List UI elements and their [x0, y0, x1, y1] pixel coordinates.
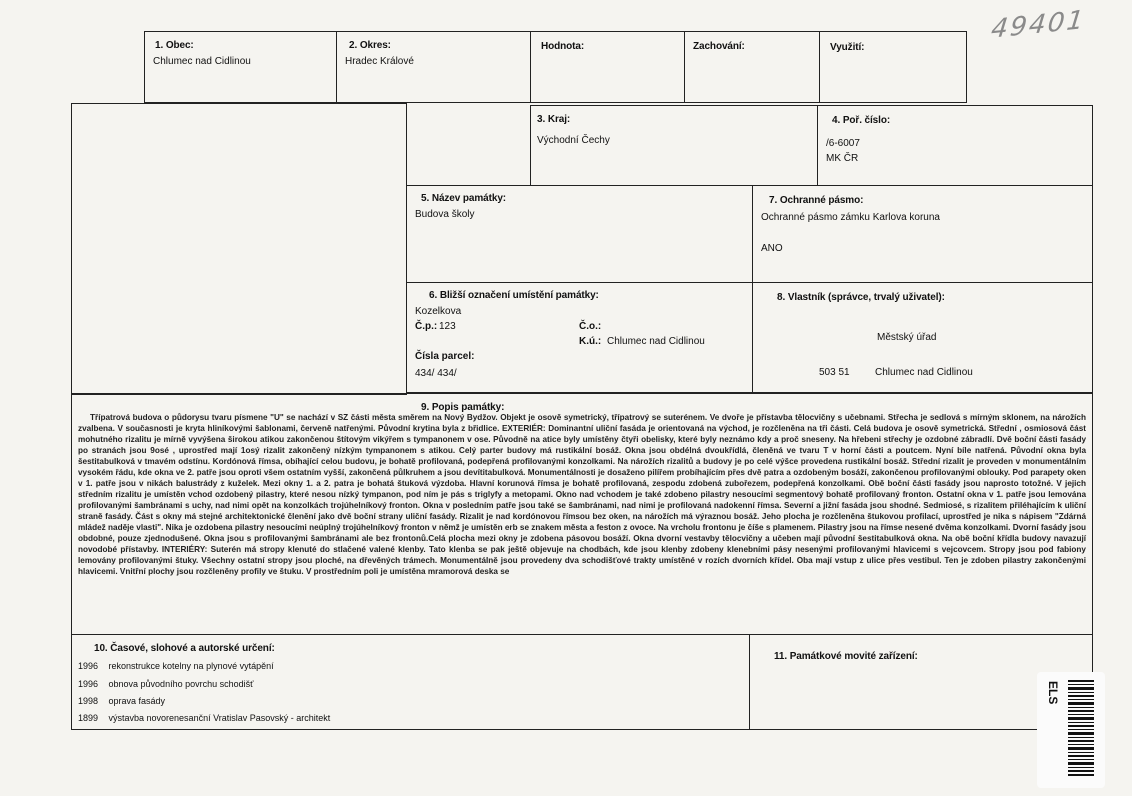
zachovani-cell — [684, 31, 820, 103]
parcel-value: 434/ 434/ — [415, 368, 457, 379]
obec-value: Chlumec nad Cidlinou — [153, 56, 251, 67]
kraj-cell — [530, 105, 818, 186]
kraj-label: 3. Kraj: — [537, 114, 571, 125]
history-row — [78, 713, 330, 723]
umisteni-label: 6. Bližší označení umístění památky: — [429, 290, 599, 301]
obec-label: 1. Obec: — [155, 40, 194, 51]
history-row — [78, 696, 165, 706]
history-row — [78, 661, 274, 671]
nazev-label: 5. Název památky: — [421, 193, 507, 204]
umisteni-street: Kozelkova — [415, 306, 462, 317]
history-year: 1998 — [78, 696, 99, 706]
history-year: 1996 — [78, 661, 99, 671]
history-year: 1899 — [78, 713, 99, 723]
ochranne-cell — [752, 185, 1093, 283]
obec-cell — [144, 31, 337, 103]
movite-label: 11. Památkové movité zařízení: — [774, 651, 918, 662]
vlastnik-psc: 503 51 — [819, 367, 850, 378]
umisteni-cell — [406, 282, 753, 393]
history-row — [78, 679, 254, 689]
ochranne-value: Ochranné pásmo zámku Karlova koruna — [761, 212, 940, 223]
history-text: oprava fasády — [108, 696, 166, 706]
ochranne-label: 7. Ochranné pásmo: — [769, 195, 864, 206]
ku-label: K.ú.: — [579, 336, 602, 347]
co-label: Č.o.: — [579, 321, 602, 332]
vyuziti-label: Využití: — [830, 42, 865, 53]
zachovani-label: Zachování: — [693, 41, 745, 52]
por-cislo-value: /6-6007 — [826, 138, 860, 149]
photo-area — [71, 103, 407, 395]
parcel-label: Čísla parcel: — [415, 351, 475, 362]
popis-label: 9. Popis památky: — [421, 402, 505, 413]
okres-label: 2. Okres: — [349, 40, 391, 51]
hodnota-cell — [530, 31, 685, 103]
vlastnik-name: Městský úřad — [877, 332, 937, 343]
ku-value: Chlumec nad Cidlinou — [607, 336, 705, 347]
historie-label: 10. Časové, slohové a autorské určení: — [94, 643, 275, 654]
history-text: výstavba novorenesanční Vratislav Pasovský - architekt — [108, 713, 331, 723]
handwritten-number: 49401 — [989, 5, 1088, 45]
por-cislo-cell — [817, 105, 1093, 186]
cp-label: Č.p.: — [415, 321, 438, 332]
ochranne-ano: ANO — [761, 243, 783, 254]
vlastnik-cell — [752, 282, 1093, 393]
history-text: rekonstrukce kotelny na plynové vytápění — [108, 661, 274, 671]
okres-cell — [336, 31, 531, 103]
barcode-icon — [1066, 676, 1096, 780]
por-cislo-label: 4. Poř. číslo: — [832, 115, 891, 126]
vyuziti-cell — [819, 31, 967, 103]
nazev-cell — [406, 185, 753, 283]
hodnota-label: Hodnota: — [541, 41, 585, 52]
okres-value: Hradec Králové — [345, 56, 414, 67]
por-cislo-mk: MK ČR — [826, 153, 859, 164]
cp-value: 123 — [439, 321, 456, 332]
nazev-value: Budova školy — [415, 209, 475, 220]
kraj-value: Východní Čechy — [537, 135, 610, 146]
history-year: 1996 — [78, 679, 99, 689]
vlastnik-label: 8. Vlastník (správce, trvalý uživatel): — [777, 292, 945, 303]
els-label: ELS — [1046, 681, 1060, 705]
popis-text: Třípatrová budova o půdorysu tvaru písmene "U" se nachází v SZ části města směrem na Nový Bydžov. Objekt je osově symetrický, třípatrový se suterénem. Ve dvoře je přístavba tělocvičny s učebnami. Střecha je sedlová s mírným sklonem, na nárožích zvalbena. V současnosti je kryta hliníkovými šablonami, červeně natřenými. Původní krytina byla z břidlice. EXTERIÉR: Dominantní uliční fasáda je orientovaná na východ, je rozčleněna na tři části. Celá budova je osově symetrická. Střední , osmiosová část mohutného rizalitu je mírně vyvýšena širokou atikou zakončenou štítovým vikýřem s tympanonem v ose. Původně na atice byly umístěny čtyři obelisky, které byly neznámo kdy a proč sneseny. Na hřebeni střechy je ozdobné zábradlí. Dvě boční části fasády po stranách jsou 9osé , uprostřed mají 1osý rizalit zakončený nízkým tympanonem s atikou. Celý parter budovy má rustikální bosáž. Okna jsou obdélná dvoukřídlá, členěná ve tvaru T v horní části a poutcem. Nyní bíle natřená. Původní okna byla šestitabulková v tmavém odstínu. Kordónová římsa, obíhající celou budovu, je bohatě profilovaná, podepřená profilovanými konzolkami. Na nárožích rizalitů a budovy je po celé výšce provedena rustikální bosáž. Střední rizalit je proveden v monumentálním vysokém řádu, kde okna ve 2. patře jsou oproti všem ostatním vyšší, zakončená půlkruhem a jsou devítitabulková. Monumentálnosti je dosaženo pilířem probíhajícím přes dvě patra a ozdobeným bosáží, zakončenou profilovanými oblouky. Pod parapety oken v 1. patře jsou v nikách balustrády z kuželek. Mezi okny 1. a 2. patra je bohatá štuková výzdoba. Hlavní korunová římsa je bohatě profilovaná, zespodu zdobená zubořezem, podepřená konzolkami. Obě boční části fasády jsou naprosto totožné. V jejich středním rizalitu je umístěn vchod ozdobený pilastry, které nesou nízký tympanon, pod ním je pás s triglyfy a metopami. Okno nad vchodem je také zdobeno pilastry nesoucími segmentový bohatě profilovaný fronton. Ostatní okna v 1. patře jsou lemována profilovanými šambránami s uchy, nad nimi opět na konzolkách trojúhelníkový fronton. Okna v posledním patře jsou také se šambránami, nad nimi je profilovaná nadokenní římsa. Severní a jižní fasáda jsou shodné. Sedmiosé, s rizalitem přiléhajícím k uliční straně fasády. Část s okny má stejné architektonické členění jako dvě boční strany uliční fasády. Rizalit je nad kordónovou římsou bez oken, na nárožích má výraznou bosáž. Jeho plocha je rozčleněna štukovou profilací, uprostřed je nika s nápisem "Zdárná mládež naděje vlasti". Nika je ozdobena pilastry nesoucími neúplný trojúhelníkový fronton v němž je umístěn erb se znakem města a feston z ovoce. Na vrcholu frontonu je číše s plamenem. Pilastry jsou na římse nesené dvěma konzolkami. Dvorní fasády jsou obdobné, pouze zjednodušené. Okna jsou s profilovanými šambránami ale bez frontonů.Celá plocha mezi okny je zdobena pásovou bosáží. Okna dvorní vestavby tělocvičny a učeben mají původní šestitabulková okna. Na obě boční křídla budovy navazují novodobé přístavby. INTERIÉRY: Suterén má stropy klenuté do stlačené valené klenby. Tato klenba se pak ještě objevuje na chodbách, kde jsou klenby zdobeny klenebními pásy nesenými profilovanými hlavicemi s vejcovcem. Stropy jsou pod fabiony lemovány profilovanými štuky. Všechny ostatní stropy jsou ploché, na dřevěných trámech. Monumentálně jsou provedeny dva schodišťové trakty umístěné v rozích dvorních křídel. Oba mají vstup z ulice přes vestibul. Ten je zdoben pilastry zakončenými hlavicemi. Vnitřní plochy jsou rozčleněny profily ve štuku. V prostředním poli je umístěna mramorová deska se — [78, 413, 1086, 576]
vlastnik-city: Chlumec nad Cidlinou — [875, 367, 973, 378]
history-text: obnova původního povrchu schodišť — [108, 679, 254, 689]
